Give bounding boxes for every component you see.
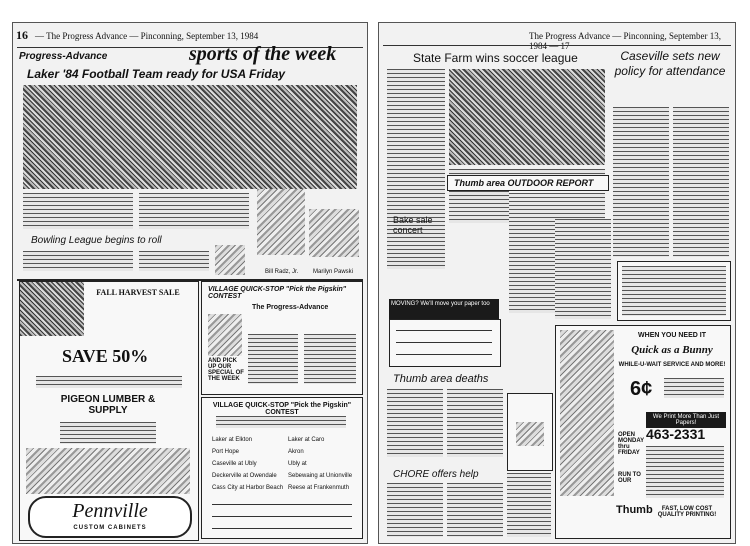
deaths-text-2	[447, 389, 503, 457]
bowling-text	[23, 251, 133, 271]
pennville-sub: CUSTOM CABINETS	[73, 525, 147, 531]
pennville-logo-text: Pennville	[72, 500, 148, 522]
ad-photo	[20, 282, 84, 336]
game-line: Reese at Frankenmuth	[288, 485, 350, 491]
thumb-label: Thumb	[616, 504, 653, 516]
quick-bunny-ad	[555, 325, 731, 539]
left-newspaper-page	[12, 22, 368, 544]
contest-left-games	[212, 434, 283, 494]
contest-rules-1	[248, 334, 298, 384]
small-ad	[507, 393, 553, 471]
chore-headline: CHORE offers help	[393, 469, 479, 480]
soccer-team-photo	[449, 69, 605, 165]
quick-logo: Quick as a Bunny	[631, 344, 713, 356]
right-folio: The Progress Advance — Pinconning, September 13, 1984 — 17	[529, 31, 721, 51]
contest-banner-box	[201, 281, 363, 395]
caseville-text-2	[673, 107, 729, 257]
pick-special-text: AND PICK UP OUR SPECIAL OF THE WEEK	[208, 358, 244, 382]
left-folio: — The Progress Advance — Pinconning, September 13, 1984	[35, 31, 259, 41]
quick-copy	[664, 378, 724, 398]
quick-price: 6¢	[630, 378, 653, 400]
paper-name: Progress-Advance	[19, 51, 108, 62]
game-line: Akron	[288, 449, 304, 455]
left-page-number: 16	[16, 28, 28, 42]
outdoor-report-box	[447, 175, 609, 191]
bowler-caption-1: Bill Radz, Jr.	[265, 269, 299, 275]
ad-pigeon-name: PIGEON LUMBER & SUPPLY	[60, 394, 156, 416]
ad-save-text: SAVE 50%	[62, 346, 149, 366]
contest-entry-form	[201, 397, 363, 539]
football-headline: Laker '84 Football Team ready for USA Friday	[27, 67, 286, 81]
chore-text-2	[447, 483, 503, 537]
game-line: Laker at Elkton	[212, 437, 253, 443]
bowler-portrait-2	[309, 209, 359, 257]
quick-service: WHILE-U-WAIT SERVICE AND MORE!	[618, 362, 726, 368]
moving-ad-form	[389, 319, 501, 367]
chore-text-1	[387, 483, 443, 537]
ad-copy	[36, 376, 182, 388]
contest-rules-2	[304, 334, 356, 384]
deaths-text-1	[387, 389, 443, 457]
section-title: sports of the week	[189, 43, 337, 65]
caseville-text-1	[613, 107, 669, 257]
fast-service: FAST, LOW COST QUALITY PRINTING!	[657, 506, 717, 518]
game-line: Sebewaing at Unionville	[288, 473, 353, 479]
moving-ad-banner: MOVING? We'll move your paper too	[389, 299, 499, 319]
chore-text-3	[507, 473, 551, 537]
ad-address	[60, 422, 156, 444]
bowling-headline: Bowling League begins to roll	[31, 235, 162, 246]
pennville-logo	[28, 496, 192, 538]
contest-form-instructions	[216, 416, 346, 428]
bake-sale-headline: Bake sale concert	[393, 215, 433, 235]
game-line: Deckerville at Owendale	[212, 473, 277, 479]
bowler-portrait-1	[257, 189, 305, 255]
caption-text-2	[139, 193, 249, 229]
soccer-headline: State Farm wins soccer league	[413, 51, 578, 65]
deaths-headline: Thumb area deaths	[393, 373, 489, 385]
contest-form-title: VILLAGE QUICK-STOP "Pick the Pigskin" CONTEST	[212, 402, 352, 416]
quick-banner: WHEN YOU NEED IT	[638, 332, 706, 339]
caseville-headline: Caseville sets new policy for attendance	[614, 49, 726, 78]
right-newspaper-page	[378, 22, 736, 544]
outdoor-headline: Thumb area OUTDOOR REPORT	[454, 178, 594, 188]
bunny-illustration	[560, 330, 614, 496]
lumber-ad	[19, 281, 199, 541]
football-player-drawing	[208, 314, 242, 356]
open-label: OPEN MONDAY thru FRIDAY	[618, 432, 645, 456]
phone-title: We Print More Than Just Papers!	[646, 412, 726, 428]
contest-sponsor: The Progress-Advance	[252, 304, 329, 311]
printing-services-list	[646, 446, 724, 498]
boxed-notice	[617, 261, 731, 321]
run-label: RUN TO OUR	[618, 472, 641, 484]
boxed-notice-text	[622, 266, 726, 316]
bowling-graphic	[215, 245, 245, 275]
game-line: Ubly at	[288, 461, 307, 467]
contest-right-games	[288, 434, 352, 494]
game-line: Cass City at Harbor Beach	[212, 485, 284, 491]
soccer-text	[387, 69, 445, 269]
small-ad-graphic	[516, 422, 544, 446]
game-line: Port Hope	[212, 449, 240, 455]
game-line: Caseville at Ubly	[212, 461, 257, 467]
game-line: Laker at Caro	[288, 437, 325, 443]
caption-text	[23, 193, 133, 229]
bowling-text-2	[139, 251, 209, 271]
ad-sale-title: FALL HARVEST SALE	[96, 288, 180, 297]
football-team-photo	[23, 85, 357, 189]
bowler-caption-2: Marilyn Pawski	[313, 269, 354, 275]
phone-number: 463-2331	[646, 426, 706, 442]
ad-cabinet-photo	[26, 448, 190, 494]
extra-text-col	[555, 219, 611, 319]
contest-banner: VILLAGE QUICK-STOP "Pick the Pigskin" CONTEST	[208, 286, 347, 300]
